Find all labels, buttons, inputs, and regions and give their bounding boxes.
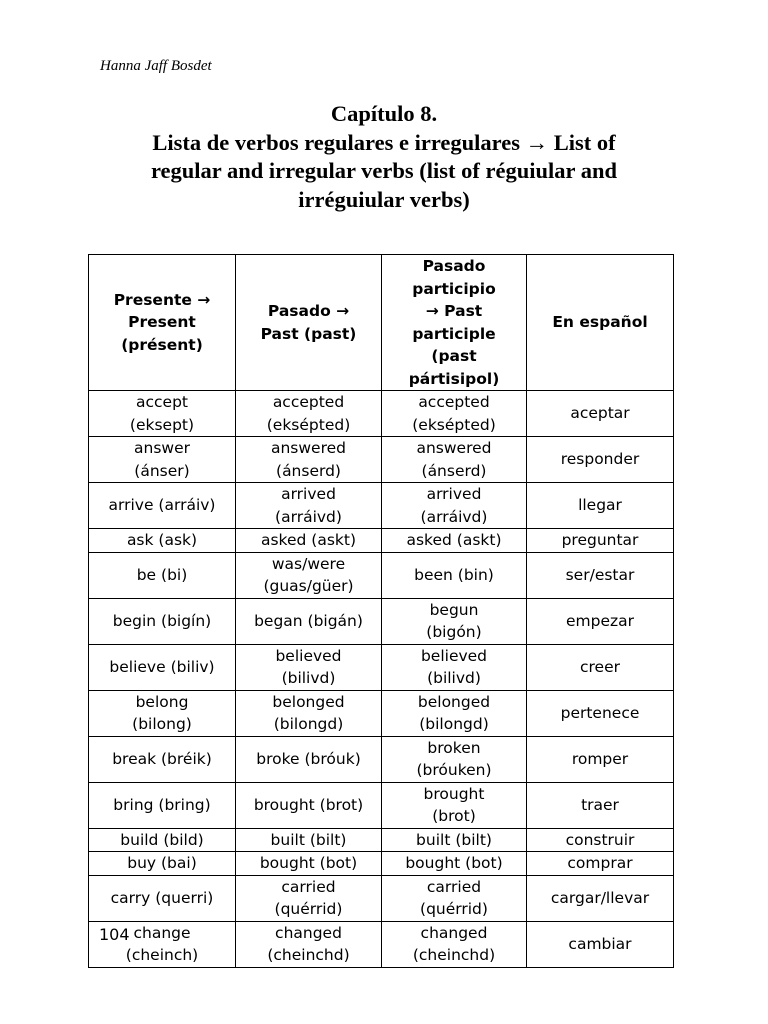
cell-spanish: preguntar: [527, 529, 674, 553]
table-row: [89, 644, 674, 690]
cell-spanish: empezar: [527, 598, 674, 644]
chapter-heading: [80, 100, 688, 214]
cell-spanish: traer: [527, 782, 674, 828]
cell-spanish: llegar: [527, 483, 674, 529]
header-past: Pasado → Past (past): [236, 255, 382, 391]
cell-past: built (bilt): [236, 828, 382, 852]
chapter-subtitle-line: regular and irregular verbs (list of réguiular and: [150, 158, 618, 183]
cell-present: buy (bai): [89, 852, 236, 876]
cell-spanish: pertenece: [527, 690, 674, 736]
cell-past-participle: arrived (arráivd): [382, 483, 527, 529]
cell-present: change (cheinch): [89, 921, 236, 967]
cell-past-participle: changed (cheinchd): [382, 921, 527, 967]
chapter-title: Capítulo 8.: [330, 101, 438, 126]
cell-past-participle: built (bilt): [382, 828, 527, 852]
header-spanish: En español: [527, 255, 674, 391]
cell-spanish: aceptar: [527, 391, 674, 437]
table-row: [89, 852, 674, 876]
cell-past: changed (cheinchd): [236, 921, 382, 967]
cell-past: answered (ánserd): [236, 437, 382, 483]
cell-past-participle: broken (bróuken): [382, 736, 527, 782]
cell-present: belong (bilong): [89, 690, 236, 736]
cell-past: accepted (eksépted): [236, 391, 382, 437]
table-row: [89, 391, 674, 437]
cell-present: answer (ánser): [89, 437, 236, 483]
cell-past-participle: belonged (bilongd): [382, 690, 527, 736]
cell-past-participle: been (bin): [382, 552, 527, 598]
cell-spanish: construir: [527, 828, 674, 852]
table-row: [89, 529, 674, 553]
chapter-subtitle-line: irréguiular verbs): [298, 186, 470, 212]
cell-past: believed (bilivd): [236, 644, 382, 690]
cell-present: build (bild): [89, 828, 236, 852]
cell-present: accept (eksept): [89, 391, 236, 437]
cell-past-participle: carried (quérrid): [382, 875, 527, 921]
cell-past: asked (askt): [236, 529, 382, 553]
cell-spanish: cargar/llevar: [527, 875, 674, 921]
cell-past: began (bigán): [236, 598, 382, 644]
cell-spanish: cambiar: [527, 921, 674, 967]
cell-spanish: comprar: [527, 852, 674, 876]
cell-spanish: responder: [527, 437, 674, 483]
table-row: [89, 828, 674, 852]
cell-present: begin (bigín): [89, 598, 236, 644]
cell-present: be (bi): [89, 552, 236, 598]
table-header-row: [89, 255, 674, 391]
cell-spanish: romper: [527, 736, 674, 782]
header-present: Presente → Present (présent): [89, 255, 236, 391]
cell-past: arrived (arráivd): [236, 483, 382, 529]
cell-past: bought (bot): [236, 852, 382, 876]
cell-present: arrive (arráiv): [89, 483, 236, 529]
cell-present: ask (ask): [89, 529, 236, 553]
table-row: [89, 552, 674, 598]
cell-past-participle: brought (brot): [382, 782, 527, 828]
table-row: [89, 875, 674, 921]
cell-past: was/were (guas/güer): [236, 552, 382, 598]
cell-present: bring (bring): [89, 782, 236, 828]
cell-past-participle: asked (askt): [382, 529, 527, 553]
cell-past: broke (bróuk): [236, 736, 382, 782]
table-row: [89, 736, 674, 782]
cell-present: carry (querri): [89, 875, 236, 921]
cell-past-participle: accepted (eksépted): [382, 391, 527, 437]
running-header-author: Hanna Jaff Bosdet: [100, 58, 212, 74]
header-past-participle: Pasado participio → Past participle (past pártisipol): [382, 255, 527, 391]
table-row: [89, 437, 674, 483]
page-number: 104: [99, 925, 130, 944]
cell-spanish: ser/estar: [527, 552, 674, 598]
cell-past-participle: answered (ánserd): [382, 437, 527, 483]
cell-past-participle: begun (bigón): [382, 598, 527, 644]
table-row: [89, 782, 674, 828]
cell-past: brought (brot): [236, 782, 382, 828]
table-row: [89, 598, 674, 644]
cell-present: believe (biliv): [89, 644, 236, 690]
cell-past-participle: believed (bilivd): [382, 644, 527, 690]
verbs-table: [88, 254, 674, 968]
cell-past: carried (quérrid): [236, 875, 382, 921]
cell-spanish: creer: [527, 644, 674, 690]
cell-present: break (bréik): [89, 736, 236, 782]
table-row: [89, 921, 674, 967]
cell-past-participle: bought (bot): [382, 852, 527, 876]
table-row: [89, 483, 674, 529]
cell-past: belonged (bilongd): [236, 690, 382, 736]
table-row: [89, 690, 674, 736]
chapter-subtitle-line: Lista de verbos regulares e irregulares → List of: [152, 129, 616, 155]
